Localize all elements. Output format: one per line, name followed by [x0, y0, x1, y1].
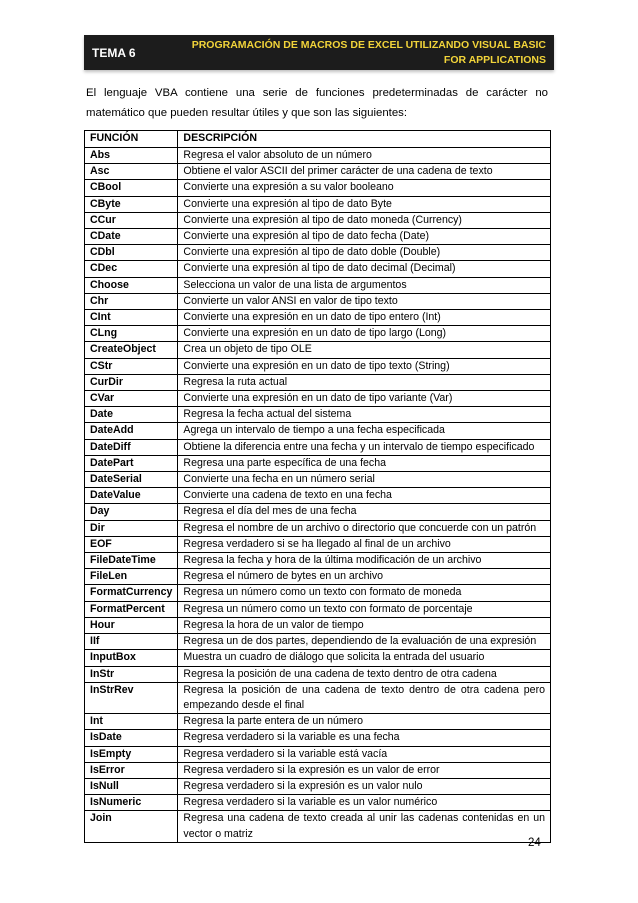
function-description-cell: Obtiene el valor ASCII del primer carácter de una cadena de texto	[178, 164, 551, 180]
function-description-cell: Regresa verdadero si la expresión es un valor de error	[178, 762, 551, 778]
function-name-cell: CInt	[85, 310, 178, 326]
table-row	[85, 682, 551, 713]
table-row	[85, 180, 551, 196]
function-description-cell: Regresa el nombre de un archivo o directorio que concuerde con un patrón	[178, 520, 551, 536]
column-header-description: DESCRIPCIÓN	[178, 131, 551, 148]
function-name-cell: InStr	[85, 666, 178, 682]
function-description-cell: Regresa el número de bytes en un archivo	[178, 569, 551, 585]
table-row	[85, 488, 551, 504]
function-description-cell: Convierte una expresión al tipo de dato decimal (Decimal)	[178, 261, 551, 277]
table-row	[85, 778, 551, 794]
function-name-cell: IsNull	[85, 778, 178, 794]
function-name-cell: DatePart	[85, 455, 178, 471]
table-row	[85, 553, 551, 569]
function-description-cell: Regresa verdadero si se ha llegado al final de un archivo	[178, 536, 551, 552]
function-name-cell: FormatCurrency	[85, 585, 178, 601]
function-name-cell: FileDateTime	[85, 553, 178, 569]
function-description-cell: Regresa la posición de una cadena de texto dentro de otra cadena pero empezando desde el final	[178, 682, 551, 713]
table-row	[85, 762, 551, 778]
function-name-cell: DateSerial	[85, 472, 178, 488]
function-description-cell: Convierte una expresión al tipo de dato doble (Double)	[178, 245, 551, 261]
table-body	[85, 148, 551, 843]
function-description-cell: Convierte un valor ANSI en valor de tipo texto	[178, 293, 551, 309]
function-name-cell: DateValue	[85, 488, 178, 504]
function-name-cell: Join	[85, 811, 178, 842]
function-description-cell: Convierte una expresión en un dato de tipo texto (String)	[178, 358, 551, 374]
function-description-cell: Regresa un de dos partes, dependiendo de la evaluación de una expresión	[178, 634, 551, 650]
function-name-cell: CVar	[85, 391, 178, 407]
table-row	[85, 423, 551, 439]
function-description-cell: Convierte una expresión al tipo de dato Byte	[178, 196, 551, 212]
function-name-cell: CurDir	[85, 374, 178, 390]
function-name-cell: CByte	[85, 196, 178, 212]
function-name-cell: CLng	[85, 326, 178, 342]
function-description-cell: Crea un objeto de tipo OLE	[178, 342, 551, 358]
table-row	[85, 407, 551, 423]
function-description-cell: Convierte una expresión al tipo de dato fecha (Date)	[178, 229, 551, 245]
table-row	[85, 536, 551, 552]
function-name-cell: Abs	[85, 148, 178, 164]
tema-label: TEMA 6	[84, 35, 176, 70]
function-name-cell: Asc	[85, 164, 178, 180]
table-row	[85, 358, 551, 374]
page-number: 24	[528, 837, 541, 849]
table-row	[85, 196, 551, 212]
table-row	[85, 730, 551, 746]
table-row	[85, 569, 551, 585]
table-row	[85, 585, 551, 601]
table-row	[85, 342, 551, 358]
function-name-cell: IsError	[85, 762, 178, 778]
function-name-cell: EOF	[85, 536, 178, 552]
page-header	[84, 35, 554, 70]
function-name-cell: IsEmpty	[85, 746, 178, 762]
function-name-cell: CreateObject	[85, 342, 178, 358]
table-row	[85, 811, 551, 842]
function-description-cell: Regresa la fecha y hora de la última modificación de un archivo	[178, 553, 551, 569]
table-row	[85, 310, 551, 326]
function-description-cell: Regresa la hora de un valor de tiempo	[178, 617, 551, 633]
table-row	[85, 277, 551, 293]
functions-table	[84, 130, 551, 843]
function-description-cell: Regresa la fecha actual del sistema	[178, 407, 551, 423]
function-name-cell: CDate	[85, 229, 178, 245]
function-description-cell: Agrega un intervalo de tiempo a una fecha especificada	[178, 423, 551, 439]
table-row	[85, 326, 551, 342]
function-description-cell: Convierte una expresión a su valor booleano	[178, 180, 551, 196]
function-name-cell: IsNumeric	[85, 795, 178, 811]
function-description-cell: Regresa un número como un texto con formato de moneda	[178, 585, 551, 601]
table-row	[85, 439, 551, 455]
function-description-cell: Selecciona un valor de una lista de argumentos	[178, 277, 551, 293]
table-row	[85, 245, 551, 261]
table-row	[85, 391, 551, 407]
function-name-cell: IIf	[85, 634, 178, 650]
function-description-cell: Regresa un número como un texto con formato de porcentaje	[178, 601, 551, 617]
column-header-function: FUNCIÓN	[85, 131, 178, 148]
table-row	[85, 261, 551, 277]
table-row	[85, 601, 551, 617]
function-name-cell: Dir	[85, 520, 178, 536]
table-row	[85, 617, 551, 633]
function-description-cell: Regresa la parte entera de un número	[178, 714, 551, 730]
function-description-cell: Regresa verdadero si la variable es una fecha	[178, 730, 551, 746]
function-name-cell: Choose	[85, 277, 178, 293]
function-description-cell: Convierte una cadena de texto en una fecha	[178, 488, 551, 504]
table-row	[85, 212, 551, 228]
function-description-cell: Convierte una expresión en un dato de tipo variante (Var)	[178, 391, 551, 407]
function-description-cell: Convierte una expresión al tipo de dato moneda (Currency)	[178, 212, 551, 228]
table-row	[85, 293, 551, 309]
function-description-cell: Regresa verdadero si la variable es un valor numérico	[178, 795, 551, 811]
function-description-cell: Regresa la posición de una cadena de texto dentro de otra cadena	[178, 666, 551, 682]
document-title: PROGRAMACIÓN DE MACROS DE EXCEL UTILIZANDO VISUAL BASIC FOR APPLICATIONS	[176, 35, 554, 70]
table-row	[85, 504, 551, 520]
table-row	[85, 650, 551, 666]
table-row	[85, 634, 551, 650]
function-description-cell: Muestra un cuadro de diálogo que solicita la entrada del usuario	[178, 650, 551, 666]
function-name-cell: CBool	[85, 180, 178, 196]
function-description-cell: Regresa el día del mes de una fecha	[178, 504, 551, 520]
function-name-cell: FileLen	[85, 569, 178, 585]
table-row	[85, 229, 551, 245]
function-description-cell: Obtiene la diferencia entre una fecha y un intervalo de tiempo especificado	[178, 439, 551, 455]
function-name-cell: CDec	[85, 261, 178, 277]
function-description-cell: Convierte una fecha en un número serial	[178, 472, 551, 488]
function-description-cell: Regresa una cadena de texto creada al unir las cadenas contenidas en un vector o matriz	[178, 811, 551, 842]
table-row	[85, 472, 551, 488]
table-row	[85, 164, 551, 180]
table-header-row	[85, 131, 551, 148]
function-description-cell: Regresa verdadero si la expresión es un valor nulo	[178, 778, 551, 794]
function-name-cell: Int	[85, 714, 178, 730]
table-row	[85, 148, 551, 164]
function-description-cell: Convierte una expresión en un dato de tipo largo (Long)	[178, 326, 551, 342]
function-name-cell: InputBox	[85, 650, 178, 666]
table-row	[85, 714, 551, 730]
function-name-cell: CDbl	[85, 245, 178, 261]
table-row	[85, 746, 551, 762]
table-row	[85, 520, 551, 536]
intro-paragraph: El lenguaje VBA contiene una serie de funciones predeterminadas de carácter no matemático que pueden resultar útiles y que son las siguientes:	[86, 87, 548, 119]
function-name-cell: Chr	[85, 293, 178, 309]
function-name-cell: CCur	[85, 212, 178, 228]
table-row	[85, 795, 551, 811]
function-name-cell: Day	[85, 504, 178, 520]
function-name-cell: CStr	[85, 358, 178, 374]
function-name-cell: FormatPercent	[85, 601, 178, 617]
function-name-cell: DateDiff	[85, 439, 178, 455]
function-description-cell: Regresa el valor absoluto de un número	[178, 148, 551, 164]
function-description-cell: Regresa la ruta actual	[178, 374, 551, 390]
table-row	[85, 374, 551, 390]
function-name-cell: Date	[85, 407, 178, 423]
function-name-cell: DateAdd	[85, 423, 178, 439]
function-description-cell: Convierte una expresión en un dato de tipo entero (Int)	[178, 310, 551, 326]
function-description-cell: Regresa verdadero si la variable está vacía	[178, 746, 551, 762]
function-description-cell: Regresa una parte específica de una fecha	[178, 455, 551, 471]
table-row	[85, 455, 551, 471]
function-name-cell: Hour	[85, 617, 178, 633]
function-name-cell: IsDate	[85, 730, 178, 746]
table-row	[85, 666, 551, 682]
function-name-cell: InStrRev	[85, 682, 178, 713]
